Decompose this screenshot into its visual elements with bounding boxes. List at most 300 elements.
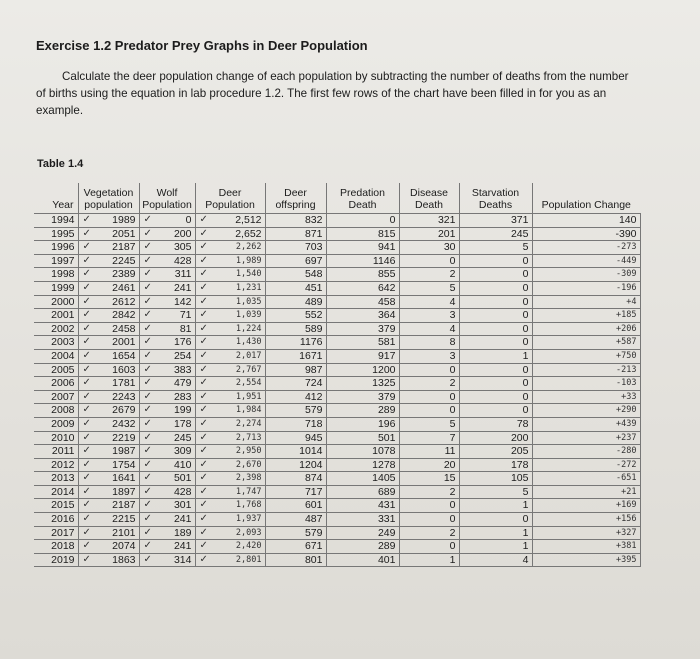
vegetation-cell-value: 1987	[112, 445, 136, 458]
wolf-cell	[139, 458, 195, 472]
table-row	[34, 227, 640, 241]
starvation-cell	[459, 268, 532, 282]
header-deer: Deer Population	[195, 183, 265, 214]
wolf-cell-value: 501	[173, 472, 192, 485]
disease-cell-value: 2	[449, 268, 456, 281]
predation-cell-value: 431	[377, 499, 396, 512]
check-mark-icon: ✓	[143, 526, 152, 538]
check-mark-icon: ✓	[82, 363, 91, 375]
predation-cell	[326, 322, 399, 336]
check-mark-icon: ✓	[143, 281, 152, 293]
vegetation-cell	[78, 363, 139, 377]
offspring-cell	[265, 404, 326, 418]
predation-cell	[326, 309, 399, 323]
disease-cell	[399, 281, 459, 295]
year-cell-value: 2011	[51, 445, 75, 458]
deer-population-cell	[195, 227, 265, 241]
offspring-cell-value: 871	[304, 227, 323, 240]
disease-cell	[399, 295, 459, 309]
vegetation-cell	[78, 281, 139, 295]
year-cell	[34, 336, 78, 350]
table-row	[34, 390, 640, 404]
table-row	[34, 241, 640, 255]
predation-cell-value: 815	[377, 227, 396, 240]
population-change-cell-value: +206	[616, 323, 637, 334]
wolf-cell	[139, 322, 195, 336]
deer-population-cell	[195, 322, 265, 336]
table-row	[34, 363, 640, 377]
check-mark-icon: ✓	[199, 227, 208, 239]
wolf-cell-value: 245	[173, 431, 192, 444]
predation-cell-value: 364	[377, 309, 396, 322]
vegetation-cell-value: 1654	[112, 349, 136, 362]
wolf-cell-value: 142	[173, 295, 192, 308]
wolf-cell	[139, 377, 195, 391]
population-change-cell	[532, 390, 640, 404]
disease-cell	[399, 404, 459, 418]
population-change-cell-value: +587	[616, 337, 637, 348]
vegetation-cell-value: 1754	[112, 458, 136, 471]
year-cell-value: 1997	[51, 254, 75, 267]
year-cell-value: 2017	[51, 526, 75, 539]
vegetation-cell	[78, 553, 139, 567]
deer-population-cell	[195, 526, 265, 540]
check-mark-icon: ✓	[143, 227, 152, 239]
disease-cell-value: 20	[443, 458, 456, 471]
header-year: Year	[52, 199, 74, 211]
offspring-cell-value: 671	[304, 540, 323, 553]
deer-population-cell-value: 2,670	[235, 459, 262, 470]
starvation-cell	[459, 390, 532, 404]
wolf-cell-value: 241	[173, 540, 192, 553]
deer-population-cell	[195, 472, 265, 486]
wolf-cell-value: 428	[173, 485, 192, 498]
disease-cell	[399, 540, 459, 554]
population-change-cell	[532, 472, 640, 486]
deer-population-cell-value: 2,420	[235, 541, 262, 552]
check-mark-icon: ✓	[143, 458, 152, 470]
disease-cell-value: 15	[443, 472, 456, 485]
check-mark-icon: ✓	[82, 553, 91, 565]
check-mark-icon: ✓	[82, 254, 91, 266]
disease-cell	[399, 417, 459, 431]
check-mark-icon: ✓	[82, 214, 91, 225]
vegetation-cell	[78, 268, 139, 282]
offspring-cell	[265, 458, 326, 472]
year-cell	[34, 499, 78, 513]
deer-population-cell-value: 2,398	[235, 473, 262, 484]
disease-cell-value: 2	[449, 377, 456, 390]
check-mark-icon: ✓	[82, 281, 91, 293]
check-mark-icon: ✓	[143, 540, 152, 552]
wolf-cell-value: 309	[173, 445, 192, 458]
population-change-cell-value: -196	[616, 282, 637, 293]
population-change-cell	[532, 322, 640, 336]
vegetation-cell-value: 1603	[112, 363, 136, 376]
disease-cell-value: 0	[449, 363, 456, 376]
starvation-cell	[459, 485, 532, 499]
check-mark-icon: ✓	[82, 417, 91, 429]
starvation-cell	[459, 241, 532, 255]
wolf-cell	[139, 349, 195, 363]
population-change-cell	[532, 445, 640, 459]
population-change-cell	[532, 431, 640, 445]
population-change-cell-value: 140	[618, 214, 637, 226]
year-cell-value: 2006	[51, 377, 75, 390]
offspring-cell	[265, 349, 326, 363]
disease-cell-value: 11	[444, 445, 456, 458]
vegetation-cell-value: 2187	[112, 241, 136, 254]
disease-cell	[399, 445, 459, 459]
vegetation-cell	[78, 241, 139, 255]
deer-population-cell-value: 2,093	[235, 527, 262, 538]
year-cell	[34, 553, 78, 567]
wolf-cell	[139, 295, 195, 309]
starvation-cell-value: 0	[522, 363, 529, 376]
table-row	[34, 499, 640, 513]
wolf-cell	[139, 268, 195, 282]
vegetation-cell	[78, 445, 139, 459]
table-row	[34, 349, 640, 363]
predation-cell	[326, 254, 399, 268]
wolf-cell	[139, 513, 195, 527]
population-change-cell	[532, 404, 640, 418]
check-mark-icon: ✓	[82, 404, 91, 416]
offspring-cell-value: 579	[304, 404, 323, 417]
predation-cell-value: 581	[377, 336, 396, 349]
predation-cell	[326, 377, 399, 391]
starvation-cell-value: 1	[522, 349, 529, 362]
predation-cell	[326, 458, 399, 472]
year-cell-value: 1994	[51, 214, 75, 226]
table-row	[34, 485, 640, 499]
vegetation-cell	[78, 227, 139, 241]
starvation-cell	[459, 214, 532, 228]
table-row	[34, 513, 640, 527]
check-mark-icon: ✓	[143, 295, 152, 307]
check-mark-icon: ✓	[82, 431, 91, 443]
year-cell	[34, 309, 78, 323]
check-mark-icon: ✓	[143, 445, 152, 457]
starvation-cell-value: 0	[522, 404, 529, 417]
starvation-cell-value: 178	[510, 458, 529, 471]
check-mark-icon: ✓	[199, 458, 208, 470]
table-row	[34, 445, 640, 459]
disease-cell	[399, 513, 459, 527]
vegetation-cell	[78, 526, 139, 540]
offspring-cell	[265, 445, 326, 459]
table-row	[34, 322, 640, 336]
wolf-cell	[139, 390, 195, 404]
offspring-cell	[265, 417, 326, 431]
disease-cell-value: 5	[449, 417, 456, 430]
vegetation-cell	[78, 309, 139, 323]
population-change-cell	[532, 268, 640, 282]
deer-population-cell	[195, 404, 265, 418]
header-predation: Predation Death	[326, 183, 399, 214]
check-mark-icon: ✓	[82, 349, 91, 361]
starvation-cell-value: 105	[510, 472, 529, 485]
deer-population-cell-value: 1,430	[235, 337, 262, 348]
year-cell-value: 2000	[51, 295, 75, 308]
population-change-cell	[532, 363, 640, 377]
year-cell	[34, 227, 78, 241]
year-cell-value: 1995	[51, 227, 75, 240]
wolf-cell	[139, 363, 195, 377]
offspring-cell	[265, 553, 326, 567]
year-cell	[34, 363, 78, 377]
deer-population-cell-value: 1,039	[235, 310, 262, 321]
check-mark-icon: ✓	[82, 268, 91, 280]
deer-population-cell-value: 1,224	[235, 323, 262, 334]
year-cell-value: 2002	[51, 322, 75, 335]
wolf-cell	[139, 214, 195, 228]
table-row	[34, 553, 640, 567]
deer-population-cell-value: 1,231	[235, 282, 262, 293]
check-mark-icon: ✓	[199, 336, 208, 348]
deer-population-cell-value: 1,768	[235, 500, 262, 511]
offspring-cell-value: 412	[304, 390, 323, 403]
predation-cell-value: 1325	[372, 377, 396, 390]
deer-population-cell	[195, 553, 265, 567]
starvation-cell	[459, 513, 532, 527]
check-mark-icon: ✓	[199, 513, 208, 525]
vegetation-cell	[78, 377, 139, 391]
population-change-cell-value: +4	[626, 296, 637, 307]
population-change-cell	[532, 540, 640, 554]
check-mark-icon: ✓	[143, 309, 152, 321]
wolf-cell-value: 178	[173, 417, 192, 430]
offspring-cell	[265, 241, 326, 255]
offspring-cell-value: 945	[304, 431, 323, 444]
offspring-cell	[265, 377, 326, 391]
year-cell	[34, 513, 78, 527]
offspring-cell-value: 832	[304, 214, 323, 226]
predation-cell-value: 1078	[372, 445, 396, 458]
starvation-cell	[459, 540, 532, 554]
disease-cell	[399, 322, 459, 336]
check-mark-icon: ✓	[82, 445, 91, 457]
starvation-cell	[459, 553, 532, 567]
vegetation-cell	[78, 458, 139, 472]
starvation-cell-value: 0	[522, 254, 529, 267]
predation-cell-value: 289	[377, 404, 396, 417]
year-cell	[34, 485, 78, 499]
check-mark-icon: ✓	[143, 214, 152, 225]
population-change-cell	[532, 227, 640, 241]
check-mark-icon: ✓	[199, 390, 208, 402]
disease-cell-value: 0	[449, 513, 456, 526]
wolf-cell-value: 200	[173, 227, 192, 240]
instructions-text: Calculate the deer population change of each population by subtracting the number of deaths from the number of births using the equation in lab procedure 1.2. The first few rows of the chart have been filled in for you as an example.	[36, 70, 629, 117]
starvation-cell	[459, 499, 532, 513]
deer-population-cell	[195, 254, 265, 268]
check-mark-icon: ✓	[199, 526, 208, 538]
predation-cell	[326, 553, 399, 567]
vegetation-cell-value: 2432	[112, 417, 136, 430]
vegetation-cell	[78, 349, 139, 363]
disease-cell	[399, 227, 459, 241]
vegetation-cell	[78, 295, 139, 309]
predation-cell	[326, 214, 399, 228]
deer-population-cell-value: 2,554	[235, 378, 262, 389]
vegetation-cell	[78, 485, 139, 499]
deer-population-cell-value: 1,989	[235, 255, 262, 266]
population-change-cell-value: +750	[616, 350, 637, 361]
offspring-cell-value: 1176	[299, 336, 323, 349]
disease-cell-value: 30	[443, 241, 456, 254]
population-change-cell-value: +156	[616, 514, 637, 525]
disease-cell	[399, 431, 459, 445]
starvation-cell-value: 0	[522, 390, 529, 403]
check-mark-icon: ✓	[199, 281, 208, 293]
starvation-cell-value: 0	[522, 377, 529, 390]
deer-population-cell-value: 1,035	[235, 296, 262, 307]
check-mark-icon: ✓	[82, 458, 91, 470]
starvation-cell	[459, 526, 532, 540]
offspring-cell	[265, 390, 326, 404]
wolf-cell-value: 314	[173, 553, 192, 566]
year-cell	[34, 268, 78, 282]
population-change-cell-value: +381	[616, 541, 637, 552]
offspring-cell	[265, 309, 326, 323]
disease-cell	[399, 268, 459, 282]
starvation-cell-value: 1	[522, 499, 529, 512]
check-mark-icon: ✓	[199, 241, 208, 253]
vegetation-cell-value: 1781	[112, 377, 136, 390]
wolf-cell-value: 383	[173, 363, 192, 376]
check-mark-icon: ✓	[199, 540, 208, 552]
starvation-cell-value: 0	[522, 309, 529, 322]
deer-population-cell	[195, 431, 265, 445]
population-change-cell-value: +439	[616, 418, 637, 429]
population-change-cell	[532, 499, 640, 513]
population-change-cell	[532, 295, 640, 309]
offspring-cell	[265, 499, 326, 513]
starvation-cell-value: 78	[516, 417, 529, 430]
predation-cell-value: 1146	[372, 254, 396, 267]
year-cell	[34, 540, 78, 554]
wolf-cell-value: 0	[185, 214, 192, 226]
check-mark-icon: ✓	[143, 336, 152, 348]
year-cell	[34, 349, 78, 363]
year-cell	[34, 431, 78, 445]
wolf-cell	[139, 485, 195, 499]
vegetation-cell-value: 2215	[112, 513, 136, 526]
table-row	[34, 540, 640, 554]
starvation-cell	[459, 431, 532, 445]
check-mark-icon: ✓	[143, 485, 152, 497]
wolf-cell	[139, 281, 195, 295]
check-mark-icon: ✓	[143, 417, 152, 429]
offspring-cell	[265, 513, 326, 527]
offspring-cell-value: 717	[304, 485, 323, 498]
disease-cell	[399, 309, 459, 323]
disease-cell-value: 1	[449, 553, 456, 566]
predation-cell	[326, 431, 399, 445]
deer-population-cell	[195, 377, 265, 391]
check-mark-icon: ✓	[199, 309, 208, 321]
population-change-cell	[532, 417, 640, 431]
population-change-cell-value: -213	[616, 364, 637, 375]
predation-cell-value: 689	[377, 485, 396, 498]
population-change-cell-value: +169	[616, 500, 637, 511]
year-cell-value: 2012	[51, 458, 75, 471]
deer-population-cell	[195, 281, 265, 295]
starvation-cell-value: 1	[522, 526, 529, 539]
offspring-cell-value: 1014	[299, 445, 323, 458]
population-change-cell-value: +33	[621, 391, 637, 402]
header-vegetation: Vegetation population	[78, 183, 139, 214]
wolf-cell	[139, 553, 195, 567]
deer-population-cell	[195, 458, 265, 472]
check-mark-icon: ✓	[199, 363, 208, 375]
year-cell-value: 2001	[51, 309, 75, 322]
disease-cell-value: 0	[449, 390, 456, 403]
wolf-cell	[139, 254, 195, 268]
predation-cell-value: 1405	[372, 472, 396, 485]
starvation-cell	[459, 417, 532, 431]
check-mark-icon: ✓	[143, 363, 152, 375]
header-wolf: Wolf Population	[139, 183, 195, 214]
offspring-cell	[265, 281, 326, 295]
disease-cell-value: 2	[449, 526, 456, 539]
predation-cell-value: 917	[377, 349, 396, 362]
wolf-cell	[139, 526, 195, 540]
disease-cell	[399, 390, 459, 404]
year-cell-value: 2010	[51, 431, 75, 444]
disease-cell	[399, 472, 459, 486]
population-change-cell-value: +21	[621, 486, 637, 497]
wolf-cell-value: 81	[179, 322, 192, 335]
offspring-cell	[265, 214, 326, 228]
population-change-cell	[532, 336, 640, 350]
deer-population-cell	[195, 214, 265, 228]
year-cell-value: 2013	[51, 472, 75, 485]
population-change-cell-value: -390	[615, 227, 637, 240]
deer-population-cell-value: 1,951	[235, 391, 262, 402]
disease-cell-value: 0	[449, 540, 456, 553]
starvation-cell-value: 0	[522, 295, 529, 308]
wolf-cell	[139, 472, 195, 486]
vegetation-cell	[78, 499, 139, 513]
population-change-cell-value: +290	[616, 405, 637, 416]
offspring-cell-value: 724	[304, 377, 323, 390]
check-mark-icon: ✓	[143, 349, 152, 361]
year-cell-value: 2009	[51, 417, 75, 430]
year-cell-value: 1999	[51, 281, 75, 294]
predation-cell-value: 401	[377, 553, 396, 566]
check-mark-icon: ✓	[82, 526, 91, 538]
year-cell-value: 2018	[51, 540, 75, 553]
check-mark-icon: ✓	[82, 295, 91, 307]
vegetation-cell	[78, 513, 139, 527]
deer-population-cell	[195, 417, 265, 431]
year-cell	[34, 472, 78, 486]
population-change-cell	[532, 281, 640, 295]
deer-population-cell	[195, 513, 265, 527]
population-change-cell-value: +185	[616, 310, 637, 321]
predation-cell-value: 379	[377, 322, 396, 335]
year-cell	[34, 445, 78, 459]
check-mark-icon: ✓	[82, 540, 91, 552]
header-change: Population Change	[532, 183, 640, 214]
wolf-cell-value: 283	[173, 390, 192, 403]
check-mark-icon: ✓	[199, 499, 208, 511]
year-cell-value: 2014	[51, 485, 75, 498]
offspring-cell-value: 487	[304, 513, 323, 526]
offspring-cell	[265, 268, 326, 282]
